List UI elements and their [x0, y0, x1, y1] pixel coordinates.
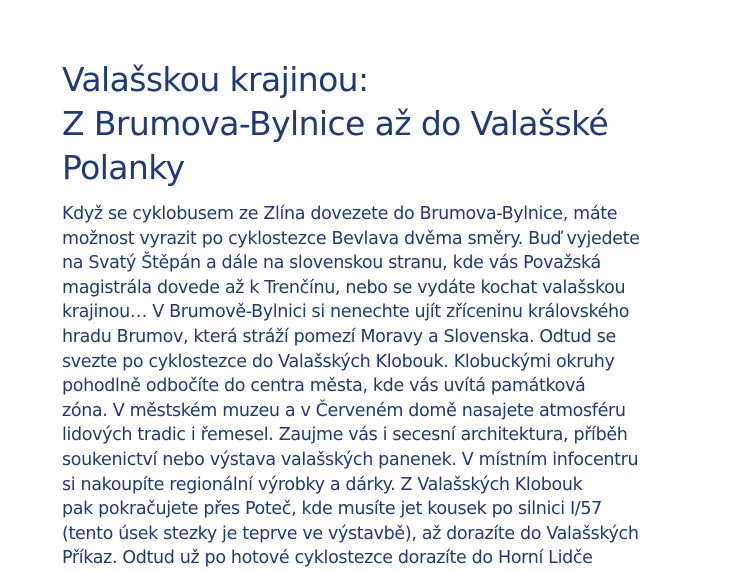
article-body — [62, 202, 722, 571]
article-title — [62, 58, 722, 190]
body-line: pohodlně odbočíte do centra města, kde vás uvítá památková — [62, 376, 586, 397]
body-line: Příkaz. Odtud už po hotové cyklostezce dorazíte do Horní Lidče — [62, 548, 593, 569]
body-line: Když se cyklobusem ze Zlína dovezete do Brumova-Bylnice, máte — [62, 204, 618, 224]
body-line: svezte po cyklostezce do Valašských Klobouk. Klobuckými okruhy — [62, 351, 615, 372]
article-title-line: Polanky — [62, 148, 185, 187]
article-title-line: Valašskou krajinou: — [62, 60, 369, 99]
body-line: soukenictví nebo výstava valašských panenek. V místním infocentru — [62, 449, 639, 470]
body-line: pak pokračujete přes Poteč, kde musíte jet kousek po silnici I/57 — [62, 499, 602, 520]
body-line: možnost vyrazit po cyklostezce Bevlava dvěma směry. Buď vyjedete — [62, 228, 640, 249]
article-title-line: Z Brumova-Bylnice až do Valašské — [62, 104, 609, 143]
body-line: magistrála dovede až k Trenčínu, nebo se vydáte kochat valašskou — [62, 277, 626, 298]
article — [62, 58, 722, 571]
body-line: na Svatý Štěpán a dále na slovenskou stranu, kde vás Považská — [62, 253, 601, 274]
body-line: si nakoupíte regionální výrobky a dárky. Z Valašských Klobouk — [62, 474, 583, 495]
body-line: (tento úsek stezky je teprve ve výstavbě), až dorazíte do Valašských — [62, 523, 639, 544]
body-line: krajinou… V Brumově-Bylnici si nenechte ujít zříceninu královského — [62, 302, 630, 323]
body-line: zóna. V městském muzeu a v Červeném domě nasajete atmosféru — [62, 400, 626, 421]
body-line: hradu Brumov, která stráží pomezí Moravy a Slovenska. Odtud se — [62, 326, 616, 347]
body-line: lidových tradic i řemesel. Zaujme vás i secesní architektura, příběh — [62, 425, 628, 446]
